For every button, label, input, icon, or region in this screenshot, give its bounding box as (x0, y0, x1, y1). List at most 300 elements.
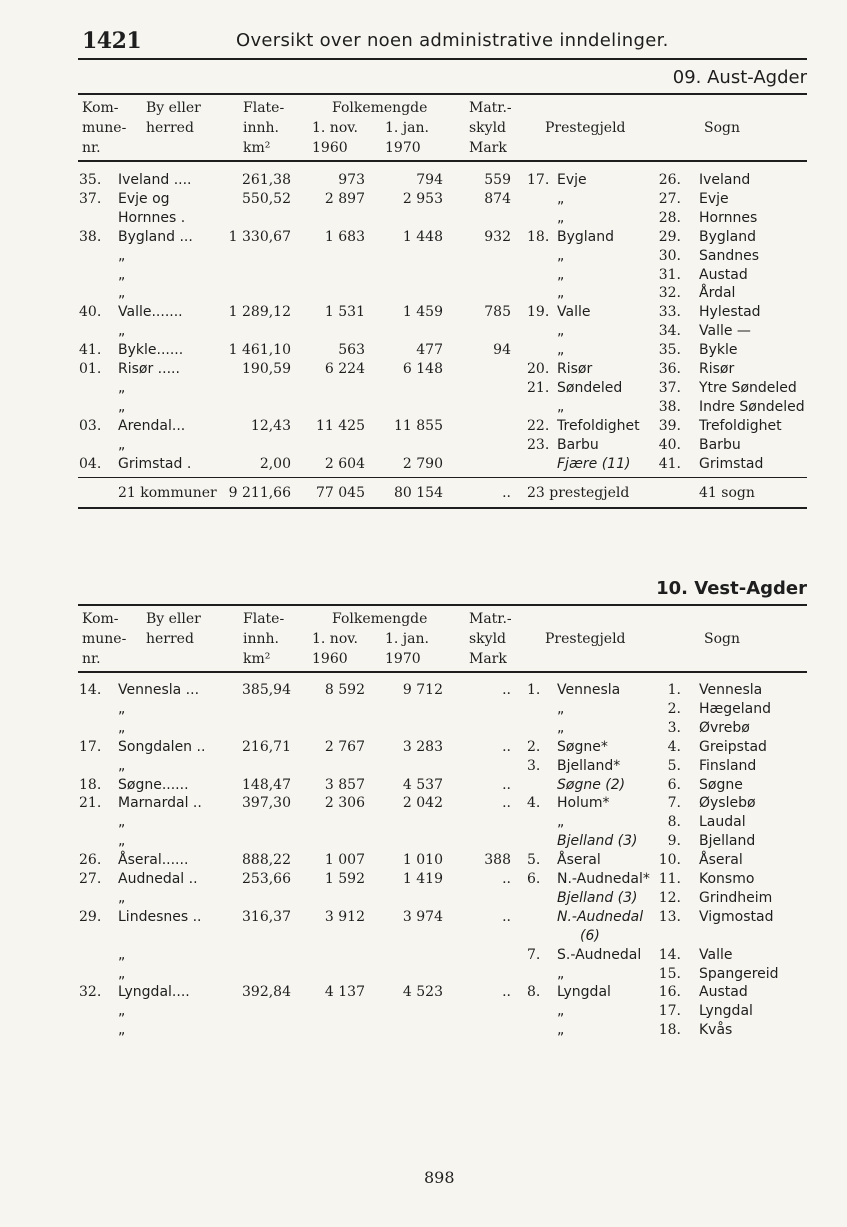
page-number-bottom: 898 (424, 1168, 455, 1187)
sogn: Trefoldighet (699, 417, 782, 434)
pop-1970: 1 010 (402, 852, 443, 869)
pop-1960: 8 592 (324, 682, 365, 698)
table-row (0, 890, 847, 909)
prestegjeld-nr: 21. (527, 379, 550, 396)
prestegjeld: „ (557, 247, 565, 264)
prestegjeld: „ (557, 190, 565, 207)
matr-skyld: 559 (484, 172, 511, 188)
kommune-nr: 32. (79, 984, 102, 1001)
sogn-nr: 12. (658, 889, 681, 906)
table-row (0, 437, 847, 456)
prestegjeld-nr: 23. (527, 436, 550, 453)
prestegjeld-nr: 8. (527, 984, 541, 1001)
pop-1960: 2 306 (324, 795, 365, 812)
sogn-nr: 11. (658, 871, 681, 887)
matr-skyld: 932 (484, 228, 511, 245)
prestegjeld-nr: 22. (527, 417, 550, 434)
prestegjeld-nr: 20. (527, 361, 550, 377)
table-row (0, 966, 847, 985)
col-by-herred-line: By eller (146, 611, 201, 627)
total-area: 9 211,66 (228, 485, 291, 501)
table-row (0, 947, 847, 966)
table-row (0, 342, 847, 361)
kommune-nr: 18. (79, 776, 102, 793)
col-flate-line: innh. (243, 631, 279, 647)
sogn: Sandnes (699, 247, 760, 264)
sogn: Risør (699, 361, 735, 377)
table-row (0, 1022, 847, 1041)
prestegjeld: Søgne (2) (557, 776, 626, 793)
sogn: Grindheim (699, 889, 773, 906)
kommune-name: Søgne...... (118, 776, 189, 793)
total-pop-1970: 80 154 (394, 485, 443, 501)
prestegjeld: „ (557, 285, 565, 302)
total-prestegjeld: 23 prestegjeld (527, 485, 630, 501)
table-row (0, 229, 847, 248)
pop-1960: 11 425 (316, 417, 365, 434)
sogn-nr: 1. (667, 682, 681, 698)
col-matr-line: skyld (469, 120, 507, 136)
kommune-name: „ (118, 1022, 126, 1039)
sogn: Konsmo (699, 871, 755, 887)
prestegjeld: „ (557, 719, 565, 736)
prestegjeld-nr: 17. (527, 172, 550, 188)
pop-1970: 3 283 (402, 738, 443, 755)
table-row (0, 852, 847, 871)
sogn-nr: 8. (667, 814, 681, 831)
kommune-name: Lindesnes .. (118, 908, 202, 925)
kommune-name: „ (118, 266, 126, 283)
area: 2,00 (259, 455, 291, 472)
header-bottom-rule (78, 671, 807, 673)
county-title-aust-agder: 09. Aust-Agder (672, 67, 807, 88)
sogn-nr: 14. (658, 946, 681, 963)
prestegjeld: S.-Audnedal (557, 946, 642, 963)
kommune-nr: 37. (79, 190, 102, 207)
sogn: Lyngdal (699, 1003, 753, 1020)
kommune-name: „ (118, 436, 126, 453)
prestegjeld: Bjelland* (557, 757, 621, 774)
prestegjeld-nr: 19. (527, 304, 550, 321)
prestegjeld-nr: 2. (527, 738, 541, 755)
sogn: Bygland (699, 228, 757, 245)
kommune-name: Evje og (118, 190, 170, 207)
sogn: Laudal (699, 814, 746, 831)
sogn-nr: 35. (658, 342, 681, 359)
kommune-name: Hornnes . (118, 209, 186, 226)
pop-1960: 3 857 (324, 776, 365, 793)
matr-skyld: .. (502, 682, 511, 698)
sogn: Spangereid (699, 965, 779, 982)
matr-skyld: .. (502, 908, 511, 925)
sogn: Austad (699, 266, 748, 283)
prestegjeld: Åseral (557, 852, 601, 869)
kommune-name: Audnedal .. (118, 871, 198, 887)
table-row (0, 739, 847, 758)
kommune-nr: 21. (79, 795, 102, 812)
prestegjeld: Bjelland (3) (557, 833, 638, 850)
col-prestegjeld: Prestegjeld (545, 120, 626, 136)
prestegjeld: Barbu (557, 436, 599, 453)
col-1970-line: 1970 (385, 651, 421, 667)
col-matr-line: Mark (469, 140, 507, 156)
pop-1970: 4 537 (402, 776, 443, 793)
kommune-nr: 26. (79, 852, 102, 869)
sogn: Valle — (699, 323, 751, 340)
area: 397,30 (242, 795, 291, 812)
kommune-name: Grimstad . (118, 455, 192, 472)
table-row (0, 172, 847, 191)
col-by-herred-line: By eller (146, 100, 201, 116)
pop-1970: 477 (416, 342, 443, 359)
sogn: Greipstad (699, 738, 767, 755)
kommune-name: Songdalen .. (118, 738, 206, 755)
kommune-nr: 14. (79, 682, 102, 698)
area: 888,22 (242, 852, 291, 869)
kommune-nr: 29. (79, 908, 102, 925)
table-row (0, 323, 847, 342)
kommune-nr: 04. (79, 455, 102, 472)
sogn-nr: 31. (658, 266, 681, 283)
sogn: Ytre Søndeled (699, 379, 797, 396)
kommune-nr: 38. (79, 228, 102, 245)
kommune-name: „ (118, 285, 126, 302)
area: 12,43 (250, 417, 291, 434)
prestegjeld-nr: 1. (527, 682, 541, 698)
col-by-herred-line: herred (146, 120, 194, 136)
kommune-nr: 01. (79, 361, 102, 377)
sogn-nr: 37. (658, 379, 681, 396)
prestegjeld: Valle (557, 304, 591, 321)
kommune-name: Marnardal .. (118, 795, 202, 812)
col-flate-line: Flate- (243, 100, 285, 116)
col-kommune-nr-line: nr. (82, 140, 101, 156)
kommune-name: Arendal... (118, 417, 186, 434)
area: 261,38 (242, 172, 291, 188)
pop-1960: 2 897 (324, 190, 365, 207)
table-row (0, 399, 847, 418)
area: 1 289,12 (228, 304, 291, 321)
sogn-nr: 33. (658, 304, 681, 321)
table-row (0, 304, 847, 323)
prestegjeld: Lyngdal (557, 984, 611, 1001)
total-top-rule (78, 477, 807, 478)
kommune-name: „ (118, 398, 126, 415)
matr-skyld: .. (502, 871, 511, 887)
kommune-name: Bykle...... (118, 342, 184, 359)
col-kommune-nr-line: mune- (82, 631, 127, 647)
kommune-name: „ (118, 700, 126, 717)
kommune-nr: 17. (79, 738, 102, 755)
total-sogn: 41 sogn (699, 485, 755, 501)
county-title-vest-agder: 10. Vest-Agder (656, 578, 807, 599)
area: 550,52 (242, 190, 291, 207)
table-row (0, 456, 847, 475)
sogn-nr: 17. (658, 1003, 681, 1020)
sogn-nr: 30. (658, 247, 681, 264)
prestegjeld: „ (557, 700, 565, 717)
prestegjeld-nr: 6. (527, 871, 541, 887)
table-row (0, 361, 847, 380)
matr-skyld: 94 (493, 342, 511, 359)
sogn-nr: 3. (667, 719, 681, 736)
prestegjeld: „ (557, 1003, 565, 1020)
sogn: Finsland (699, 757, 757, 774)
kommune-name: Risør ..... (118, 361, 180, 377)
pop-1960: 6 224 (324, 361, 365, 377)
kommune-name: „ (118, 965, 126, 982)
prestegjeld-nr: 3. (527, 757, 541, 774)
area: 1 330,67 (228, 228, 291, 245)
col-by-herred-line: herred (146, 631, 194, 647)
header-rule (78, 58, 807, 60)
sogn: Årdal (699, 285, 736, 302)
prestegjeld: „ (557, 814, 565, 831)
pop-1970: 4 523 (402, 984, 443, 1001)
prestegjeld: Trefoldighet (557, 417, 640, 434)
sogn-nr: 28. (658, 209, 681, 226)
header-bottom-rule (78, 160, 807, 162)
area: 316,37 (242, 908, 291, 925)
table-row (0, 682, 847, 701)
sogn: Hornnes (699, 209, 758, 226)
pop-1970: 2 042 (402, 795, 443, 812)
col-folkemengde: Folkemengde (332, 100, 428, 116)
sogn-nr: 34. (658, 323, 681, 340)
kommune-name: Valle....... (118, 304, 183, 321)
col-flate-line: km² (243, 651, 271, 667)
sogn: Vigmostad (699, 908, 774, 925)
matr-skyld: 388 (484, 852, 511, 869)
pop-1970: 11 855 (394, 417, 443, 434)
sogn-nr: 29. (658, 228, 681, 245)
prestegjeld: (6) (580, 927, 600, 944)
prestegjeld: Evje (557, 172, 587, 188)
col-matr-line: Matr.- (469, 100, 512, 116)
prestegjeld: „ (557, 965, 565, 982)
pop-1960: 1 007 (324, 852, 365, 869)
table-row (0, 777, 847, 796)
pop-1970: 2 790 (402, 455, 443, 472)
kommune-name: Lyngdal.... (118, 984, 190, 1001)
kommune-nr: 40. (79, 304, 102, 321)
kommune-name: „ (118, 323, 126, 340)
sogn-nr: 7. (667, 795, 681, 812)
sogn-nr: 5. (667, 757, 681, 774)
sogn: Valle (699, 946, 733, 963)
total-name: 21 kommuner (118, 485, 217, 501)
table-row (0, 909, 847, 928)
matr-skyld: 785 (484, 304, 511, 321)
kommune-name: „ (118, 889, 126, 906)
sogn: Kvås (699, 1022, 733, 1039)
table-top-rule (78, 93, 807, 95)
prestegjeld: N.-Audnedal (557, 908, 644, 925)
col-matr-line: Matr.- (469, 611, 512, 627)
table-top-rule (78, 604, 807, 606)
matr-skyld: .. (502, 776, 511, 793)
table-row (0, 720, 847, 739)
sogn: Grimstad (699, 455, 764, 472)
prestegjeld-nr: 4. (527, 795, 541, 812)
sogn: Hægeland (699, 700, 772, 717)
sogn-nr: 15. (658, 965, 681, 982)
prestegjeld: „ (557, 209, 565, 226)
col-flate-line: innh. (243, 120, 279, 136)
sogn-nr: 2. (667, 700, 681, 717)
col-kommune-nr-line: Kom- (82, 100, 119, 116)
col-1970-line: 1970 (385, 140, 421, 156)
table-row (0, 701, 847, 720)
table-row (0, 248, 847, 267)
pop-1960: 3 912 (324, 908, 365, 925)
sogn-nr: 32. (658, 285, 681, 302)
col-1970-line: 1. jan. (385, 631, 429, 647)
sogn: Vennesla (699, 682, 763, 698)
pop-1970: 1 448 (402, 228, 443, 245)
table-row (0, 814, 847, 833)
col-1960-line: 1960 (312, 651, 348, 667)
pop-1970: 3 974 (402, 908, 443, 925)
area: 216,71 (242, 738, 291, 755)
pop-1960: 973 (338, 172, 365, 188)
col-kommune-nr-line: mune- (82, 120, 127, 136)
prestegjeld: Bjelland (3) (557, 889, 638, 906)
page-title: Oversikt over noen administrative inndelinger. (236, 30, 669, 51)
table-row (0, 267, 847, 286)
kommune-name: „ (118, 719, 126, 736)
table-row (0, 833, 847, 852)
table-row (0, 984, 847, 1003)
prestegjeld: „ (557, 398, 565, 415)
sogn-nr: 41. (658, 455, 681, 472)
pop-1970: 6 148 (402, 361, 443, 377)
area: 190,59 (242, 361, 291, 377)
pop-1970: 1 419 (402, 871, 443, 887)
prestegjeld: „ (557, 1022, 565, 1039)
col-folkemengde: Folkemengde (332, 611, 428, 627)
table-row (0, 285, 847, 304)
sogn-nr: 9. (667, 833, 681, 850)
prestegjeld: Fjære (11) (557, 455, 631, 472)
sogn-nr: 4. (667, 738, 681, 755)
col-1960-line: 1960 (312, 140, 348, 156)
sogn-nr: 16. (658, 984, 681, 1001)
table-row (0, 928, 847, 947)
table-row (0, 871, 847, 890)
pop-1960: 563 (338, 342, 365, 359)
page-number-top: 1421 (82, 28, 142, 54)
prestegjeld: N.-Audnedal* (557, 871, 650, 887)
kommune-name: Iveland .... (118, 172, 192, 188)
sogn-nr: 40. (658, 436, 681, 453)
area: 392,84 (242, 984, 291, 1001)
prestegjeld: Holum* (557, 795, 610, 812)
sogn: Åseral (699, 852, 743, 869)
sogn-nr: 39. (658, 417, 681, 434)
total-pop-1960: 77 045 (316, 485, 365, 501)
prestegjeld: „ (557, 266, 565, 283)
pop-1970: 2 953 (402, 190, 443, 207)
col-sogn: Sogn (704, 120, 740, 136)
col-kommune-nr-line: nr. (82, 651, 101, 667)
kommune-nr: 27. (79, 871, 102, 887)
sogn: Bjelland (699, 833, 756, 850)
kommune-name: „ (118, 247, 126, 264)
col-prestegjeld: Prestegjeld (545, 631, 626, 647)
kommune-name: „ (118, 1003, 126, 1020)
kommune-nr: 35. (79, 172, 102, 188)
matr-skyld: .. (502, 738, 511, 755)
col-matr-line: Mark (469, 651, 507, 667)
sogn: Øyslebø (699, 795, 756, 812)
prestegjeld: Bygland (557, 228, 615, 245)
area: 1 461,10 (228, 342, 291, 359)
col-1960-line: 1. nov. (312, 631, 358, 647)
col-kommune-nr-line: Kom- (82, 611, 119, 627)
sogn: Søgne (699, 776, 743, 793)
matr-skyld: .. (502, 984, 511, 1001)
col-1970-line: 1. jan. (385, 120, 429, 136)
sogn: Indre Søndeled (699, 398, 805, 415)
table-row (0, 380, 847, 399)
sogn: Øvrebø (699, 719, 750, 736)
table-row (0, 191, 847, 210)
kommune-nr: 03. (79, 417, 102, 434)
area: 385,94 (242, 682, 291, 698)
pop-1960: 2 604 (324, 455, 365, 472)
sogn-nr: 13. (658, 908, 681, 925)
sogn-nr: 10. (658, 852, 681, 869)
matr-skyld: 874 (484, 190, 511, 207)
prestegjeld: „ (557, 323, 565, 340)
kommune-name: „ (118, 757, 126, 774)
pop-1960: 1 531 (324, 304, 365, 321)
table-row (0, 795, 847, 814)
table-row (0, 1003, 847, 1022)
prestegjeld: Risør (557, 361, 593, 377)
sogn: Austad (699, 984, 748, 1001)
matr-skyld: .. (502, 795, 511, 812)
pop-1970: 9 712 (402, 682, 443, 698)
prestegjeld: „ (557, 342, 565, 359)
prestegjeld: Vennesla (557, 682, 621, 698)
sogn-nr: 18. (658, 1022, 681, 1039)
sogn-nr: 36. (658, 361, 681, 377)
sogn: Barbu (699, 436, 741, 453)
pop-1970: 1 459 (402, 304, 443, 321)
area: 148,47 (242, 776, 291, 793)
table-row (0, 418, 847, 437)
col-flate-line: km² (243, 140, 271, 156)
sogn-nr: 27. (658, 190, 681, 207)
col-1960-line: 1. nov. (312, 120, 358, 136)
sogn: Bykle (699, 342, 738, 359)
col-flate-line: Flate- (243, 611, 285, 627)
prestegjeld-nr: 5. (527, 852, 541, 869)
sogn: Iveland (699, 172, 751, 188)
prestegjeld-nr: 18. (527, 228, 550, 245)
kommune-nr: 41. (79, 342, 102, 359)
prestegjeld: Søgne* (557, 738, 608, 755)
total-row (0, 485, 847, 504)
col-matr-line: skyld (469, 631, 507, 647)
sogn: Hylestad (699, 304, 761, 321)
kommune-name: „ (118, 946, 126, 963)
col-sogn: Sogn (704, 631, 740, 647)
kommune-name: „ (118, 379, 126, 396)
sogn-nr: 6. (667, 776, 681, 793)
